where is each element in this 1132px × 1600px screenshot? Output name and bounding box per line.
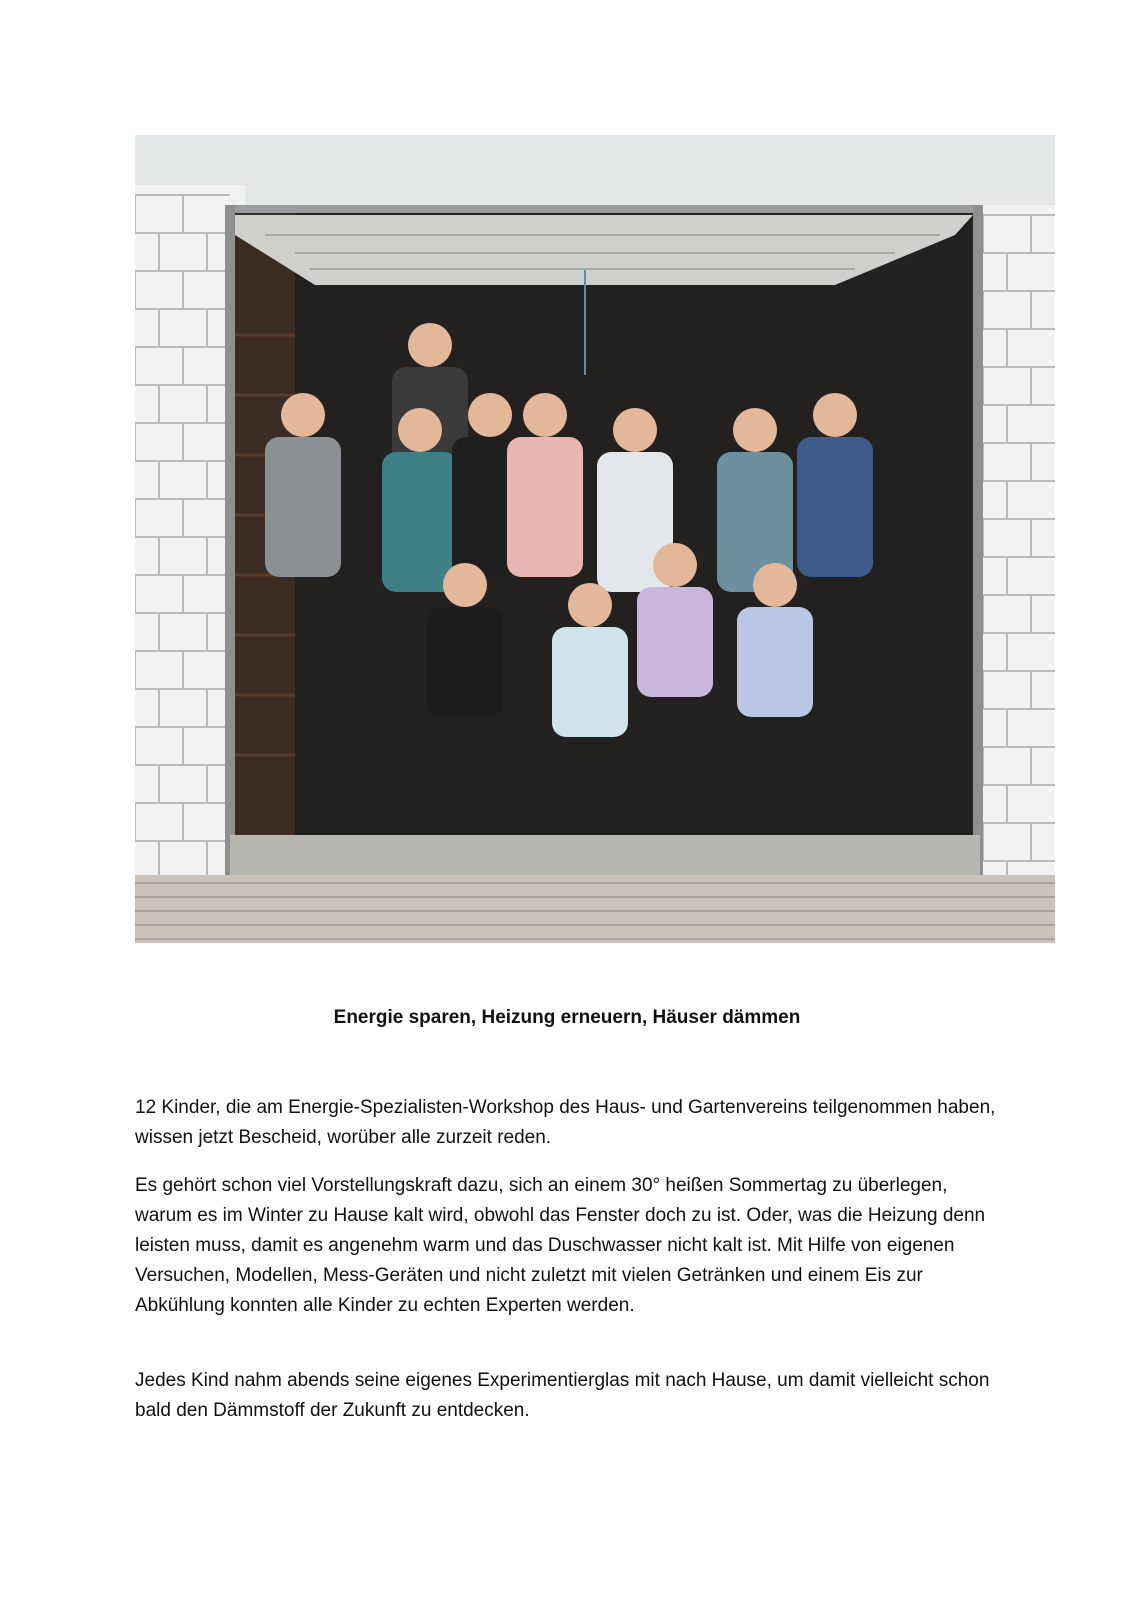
garage-children-photo	[135, 135, 1055, 943]
paragraph-intro: 12 Kinder, die am Energie-Spezialisten-Workshop des Haus- und Gartenvereins teilgenommen haben, wissen jetzt Bescheid, worüber alle zurzeit reden.	[135, 1097, 996, 1148]
paragraph-closing: Jedes Kind nahm abends seine eigenes Experimentierglas mit nach Hause, um damit vielleicht schon bald den Dämmstoff der Zukunft zu entdecken.	[135, 1370, 990, 1421]
article-title: Energie sparen, Heizung erneuern, Häuser dämmen	[333, 1007, 801, 1028]
group-photo	[135, 135, 1055, 943]
paragraph-body: Es gehört schon viel Vorstellungskraft dazu, sich an einem 30° heißen Sommertag zu überlegen, warum es im Winter zu Hause kalt wird, obwohl das Fenster doch zu ist. Oder, was die Heizung denn leisten muss, damit es angenehm warm und das Duschwasser nicht kalt ist. Mit Hilfe von eigenen Versuchen, Modellen, Mess-Geräten und nicht zuletzt mit vielen Getränken und einem Eis zur Abkühlung konnten alle Kinder zu echten Experten werden.	[135, 1175, 986, 1316]
